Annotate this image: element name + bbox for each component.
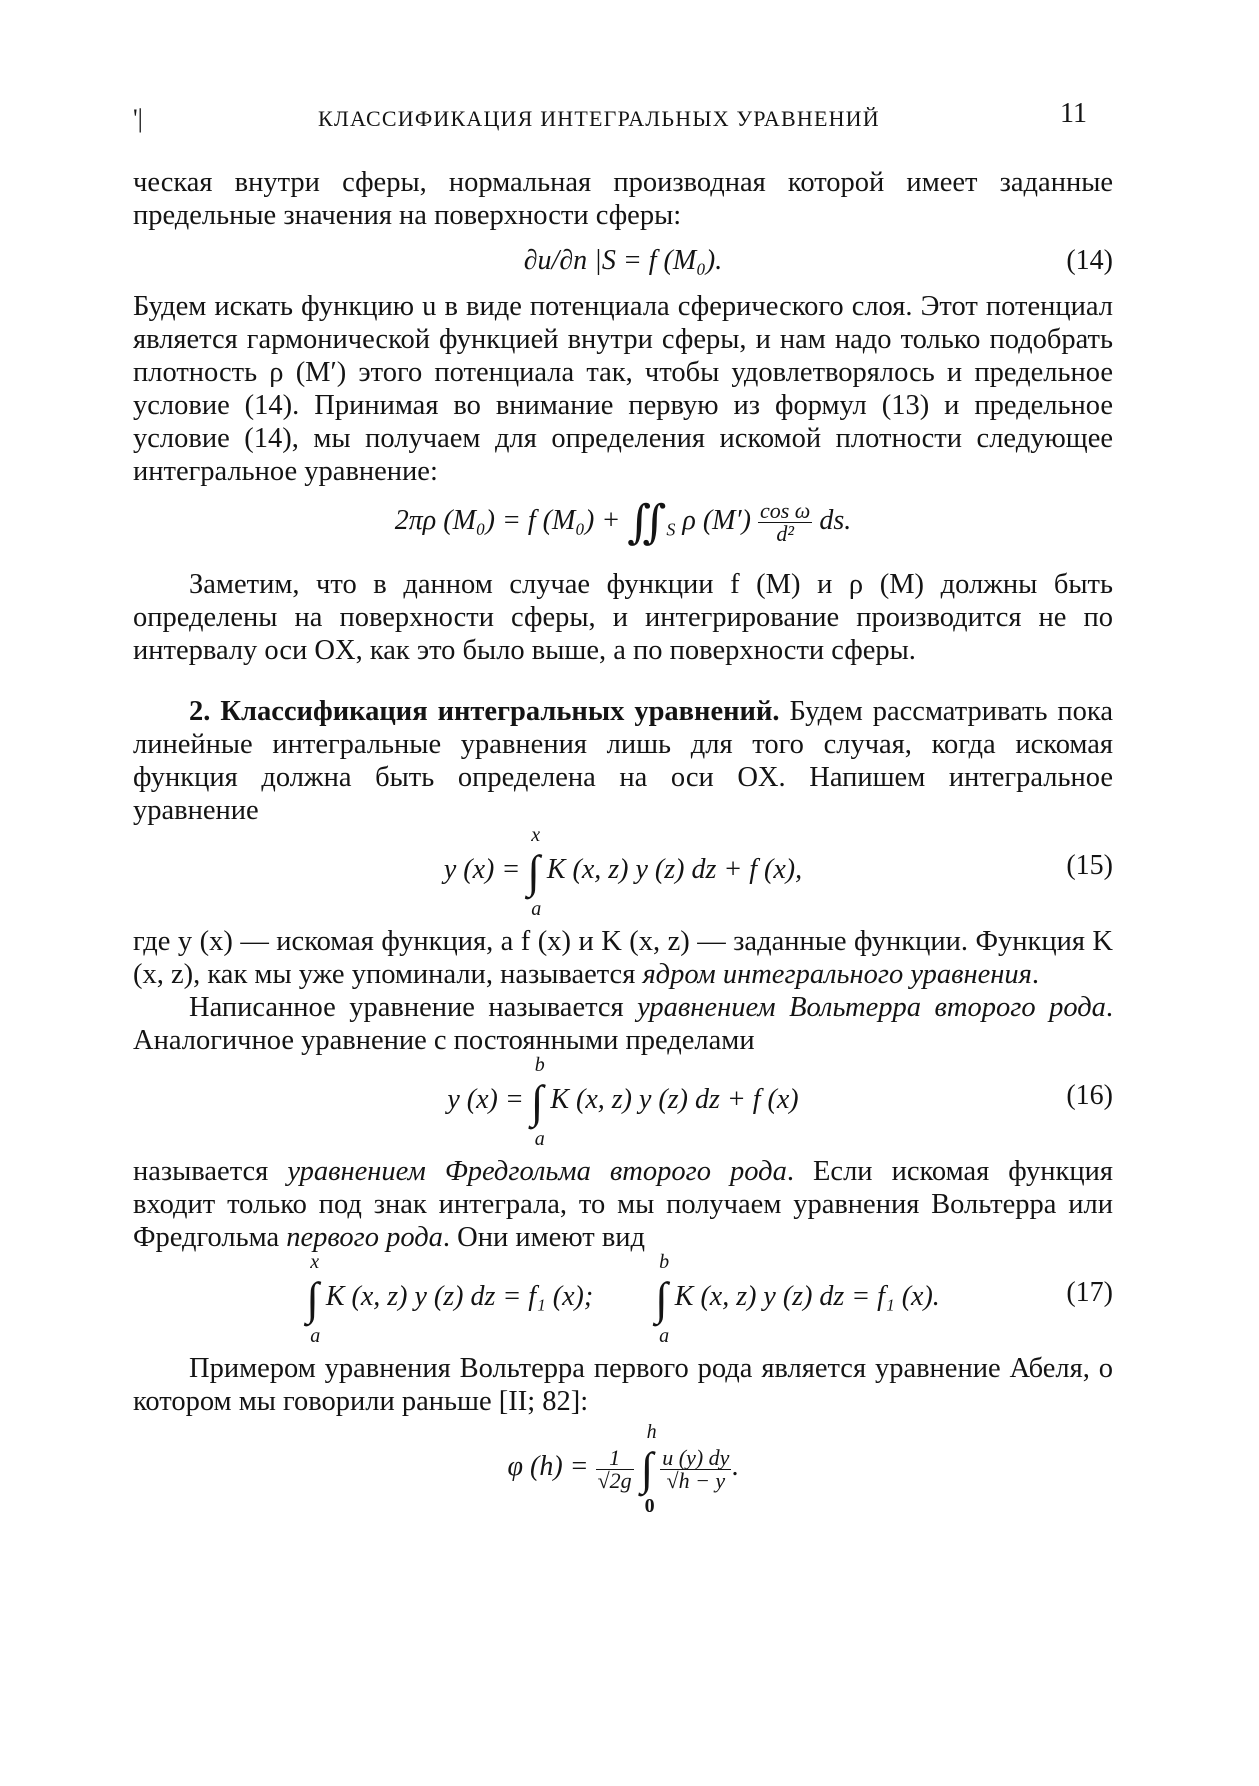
abel-coefficient	[596, 1444, 634, 1493]
abel-upper: h	[646, 1421, 657, 1443]
abel-c-num: 1	[596, 1447, 634, 1470]
eqs-sub: S	[666, 519, 676, 540]
paragraph-5-text: где y (x) — искомая функция, а f (x) и K (x, z) — заданные функции. Функция K (x, z), как мы уже упоминали, называется	[133, 926, 1113, 990]
integral-sign: ∫	[527, 846, 540, 897]
abel-f-den: √h − y	[666, 1467, 726, 1493]
eq16-number: (16)	[1066, 1080, 1113, 1111]
paragraph-3: Заметим, что в данном случае функции f (M) и ρ (M) должны быть определены на поверхности сферы, и интегрирование производится не по интервалу оси OX, как это было выше, а по поверхности сферы.	[133, 569, 1113, 666]
eq16-integral	[530, 1054, 545, 1150]
eq17-right-lower: a	[659, 1325, 670, 1347]
abel-tail: .	[731, 1451, 739, 1483]
eq17-left-upper: x	[310, 1251, 320, 1273]
paragraph-7-c: . Они имеют вид	[442, 1222, 646, 1253]
equation-14	[133, 232, 1113, 290]
paragraph-1: ческая внутри сферы, нормальная производная которой имеет заданные предельные значения на поверхности сферы:	[133, 167, 1113, 231]
eq17-left-integral	[306, 1251, 321, 1347]
paragraph-7-b: . Если искомая функция входит только под знак интеграла, то мы получаем уравнения Вольтерра или Фредгольма	[133, 1156, 1113, 1253]
abel-integral	[640, 1421, 657, 1517]
integral-sign: ∫	[640, 1443, 654, 1494]
eq17-right-upper: b	[659, 1251, 670, 1273]
abel-fraction	[660, 1444, 731, 1493]
eq15-upper: x	[531, 824, 541, 846]
header-title: КЛАССИФИКАЦИЯ ИНТЕГРАЛЬНЫХ УРАВНЕНИЙ	[318, 106, 880, 131]
eq14-number: (14)	[1066, 245, 1113, 276]
header-mark: '|	[133, 104, 143, 133]
paragraph-7-italic-2: первого рода	[286, 1222, 443, 1253]
paragraph-7-a: называется	[133, 1156, 288, 1187]
paragraph-7-italic-1: уравнением Фредгольма второго рода	[287, 1156, 787, 1187]
integral-sign: ∫	[655, 1273, 668, 1324]
paragraph-6	[133, 991, 1113, 1057]
page-body	[133, 166, 1113, 1528]
double-integral-sign: ∬	[627, 496, 667, 548]
eqs-lhs: 2πρ (M₀) = f (M₀) +	[394, 505, 621, 536]
eq15-integral	[527, 824, 542, 920]
paragraph-7	[133, 1155, 1113, 1254]
eq14-rhs: = f (M₀).	[622, 245, 723, 276]
eq16-lhs: y (x) =	[447, 1084, 524, 1116]
eq17-number: (17)	[1066, 1277, 1113, 1308]
eq14-lhs: ∂u/∂n |S	[523, 245, 616, 276]
section-heading: 2. Классификация интегральных уравнений.	[189, 696, 780, 727]
paragraph-6-italic: уравнением Вольтерра второго рода	[637, 992, 1106, 1023]
eqs-integrand: ρ (M′)	[682, 505, 751, 536]
eqs-frac-den: d²	[776, 521, 794, 547]
eq17-left-lower: a	[310, 1325, 321, 1347]
equation-abel	[133, 1418, 1113, 1528]
eqs-fraction	[758, 500, 812, 545]
paragraph-5-end: .	[1031, 959, 1040, 990]
abel-f-num: u (y) dy	[662, 1444, 730, 1470]
page-number: 11	[1060, 98, 1087, 129]
abel-lhs: φ (h) =	[507, 1451, 589, 1483]
paragraph-8: Примером уравнения Вольтерра первого рода является уравнение Абеля, о котором мы говорили раньше [II; 82]:	[133, 1353, 1113, 1417]
eq15-lower: a	[531, 898, 542, 920]
abel-lower: 0	[644, 1495, 655, 1517]
eq15-lhs: y (x) =	[443, 854, 521, 886]
eq15-body: K (x, z) y (z) dz + f (x),	[546, 854, 803, 886]
integral-sign: ∫	[530, 1076, 544, 1127]
eq17-left-body: K (x, z) y (z) dz = f₁ (x);	[325, 1281, 594, 1313]
equation-17	[133, 1251, 1113, 1352]
eq16-body: K (x, z) y (z) dz + f (x)	[550, 1084, 799, 1116]
eq16-lower: a	[534, 1128, 545, 1150]
running-header	[0, 98, 1259, 138]
paragraph-4	[133, 695, 1113, 827]
abel-c-den: √2g	[597, 1467, 632, 1493]
eqs-tail: ds.	[819, 505, 852, 536]
eq16-upper: b	[534, 1054, 545, 1076]
equation-15	[133, 824, 1113, 925]
paragraph-6-a: Написанное уравнение называется	[189, 992, 638, 1023]
paragraph-4-text: Будем рассматривать пока линейные интегральные уравнения лишь для того случая, когда искомая функция должна быть определена на оси OX. Напишем интегральное уравнение	[133, 696, 1113, 826]
paragraph-6-b: . Аналогичное уравнение с постоянными пределами	[133, 992, 1113, 1056]
paragraph-5-italic: ядром интегрального уравнения	[642, 959, 1032, 990]
paragraph-2: Будем искать функцию u в виде потенциала сферического слоя. Этот потенциал является гармонической функцией внутри сферы, и нам надо только подобрать плотность ρ (M′) этого потенциала так, чтобы удовлетворялось и предельное условие (14). Принимая во внимание первую из формул (13) и предельное условие (14), мы получаем для определения искомой плотности следующее интегральное уравнение:	[133, 291, 1113, 487]
eqs-frac-num: cos ω	[759, 498, 811, 524]
paragraph-5	[133, 925, 1113, 991]
eq15-number: (15)	[1066, 850, 1113, 881]
integral-sign: ∫	[306, 1273, 319, 1324]
eq17-right-body: K (x, z) y (z) dz = f₁ (x).	[674, 1281, 940, 1313]
eq17-right-integral	[655, 1251, 670, 1347]
equation-16	[133, 1054, 1113, 1155]
equation-sphere	[133, 488, 1113, 554]
